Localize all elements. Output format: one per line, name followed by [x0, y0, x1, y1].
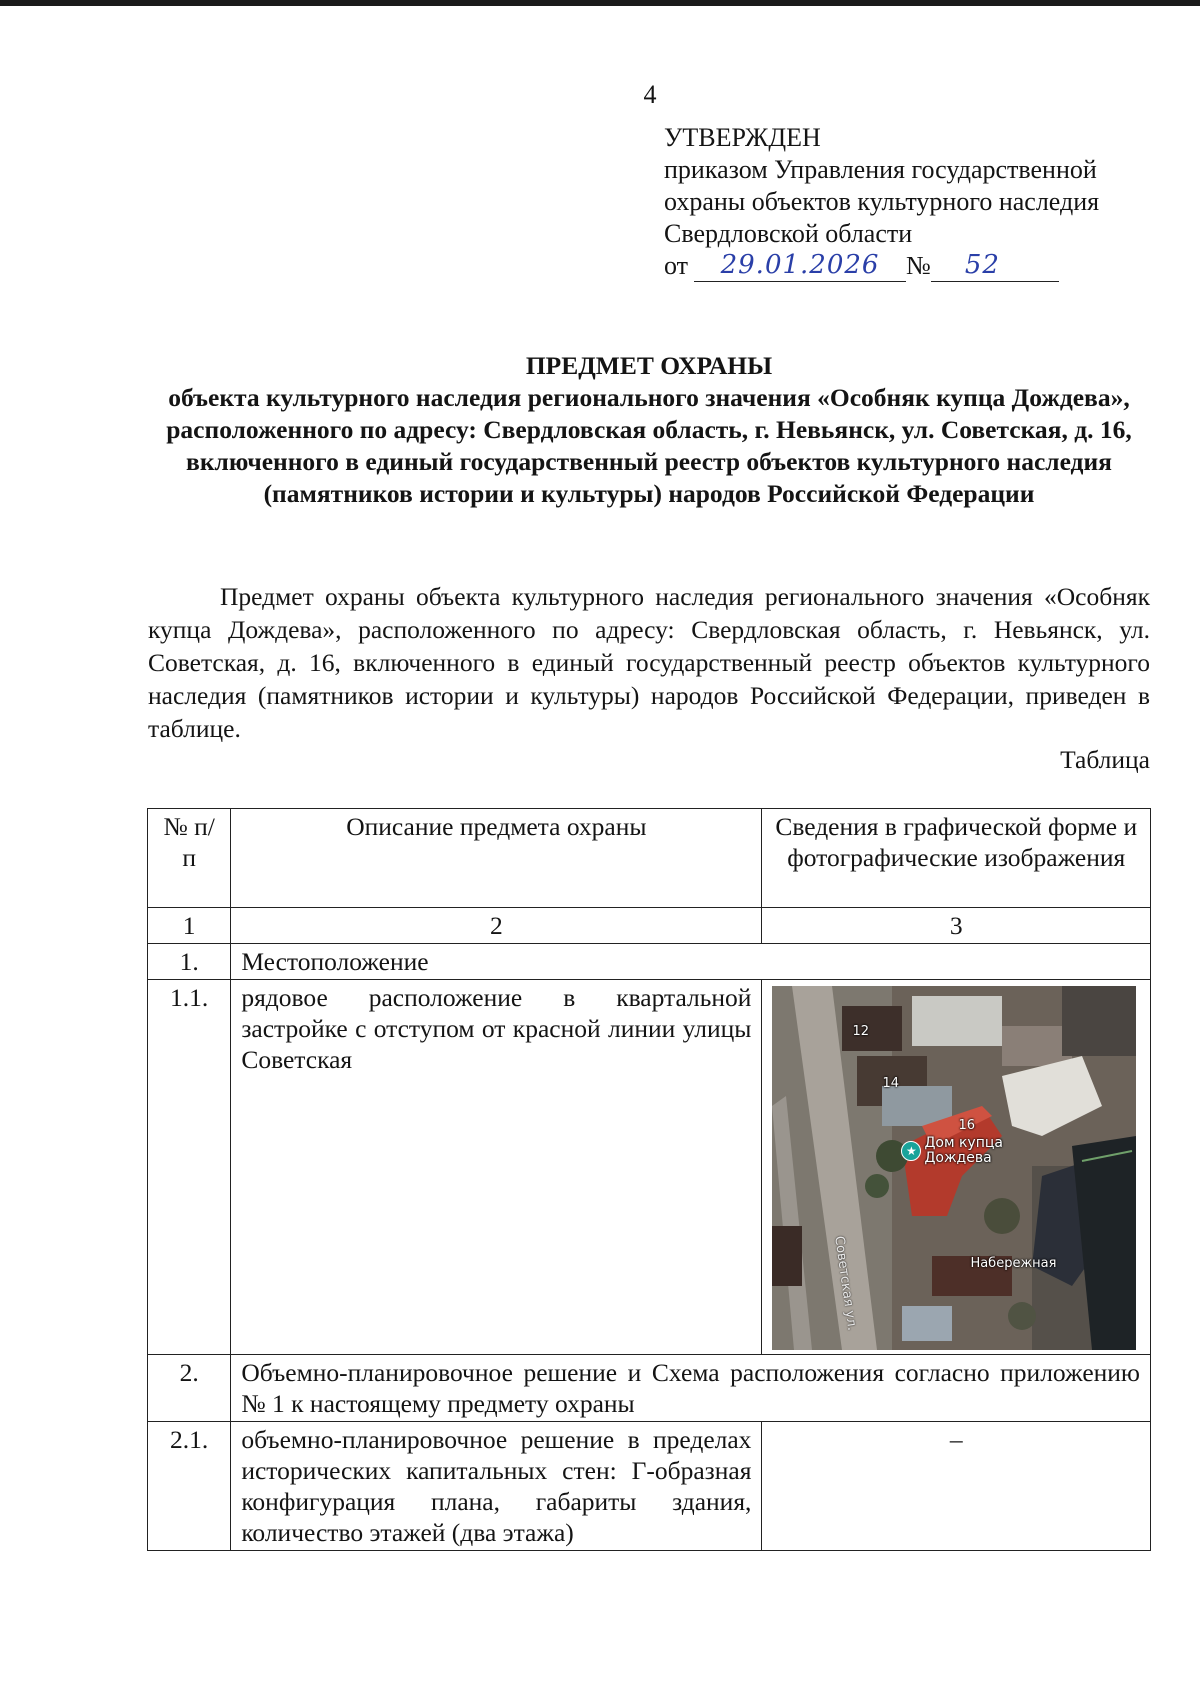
intro-paragraph: Предмет охраны объекта культурного наследия регионального значения «Особняк купца Дождева», расположенного по адресу: Свердловская область, г. Невьянск, ул. Советская, д. 16, включенного в единый государственный реестр объектов культурного наследия (памятников истории и культуры) народов Российской Федерации, приведен в таблице. [148, 582, 1150, 743]
column-number-2: 2 [231, 908, 762, 944]
handwritten-date: 29.01.2026 [720, 250, 880, 280]
star-icon: ★ [901, 1141, 921, 1161]
map-label-house-14: 14 [882, 1076, 899, 1091]
approval-line-3: Свердловской области [664, 219, 913, 248]
approval-line-1: приказом Управления государственной [664, 155, 1097, 184]
protection-table [147, 808, 1151, 1551]
date-prefix: от [664, 251, 689, 280]
header-description: Описание предмета охраны [231, 809, 762, 908]
row-number: 1. [148, 944, 231, 980]
map-poi-line-2: Дождева [924, 1150, 992, 1166]
number-sign: № [906, 251, 931, 280]
approval-date-line [664, 250, 1099, 282]
row-description: рядовое расположение в квартальной застройке с отступом от красной линии улицы Советская [231, 980, 762, 1355]
handwritten-number: 52 [964, 250, 1000, 280]
map-label-area: Набережная [970, 1256, 1057, 1271]
table-header-row [148, 809, 1151, 908]
title-main: ПРЕДМЕТ ОХРАНЫ [525, 351, 773, 380]
column-numbers-row [148, 908, 1151, 944]
row-number: 1.1. [148, 980, 231, 1355]
header-number: № п/п [148, 809, 231, 908]
table-label: Таблица [1060, 745, 1150, 774]
number-field [931, 251, 1059, 282]
map-label-house-12: 12 [852, 1024, 869, 1039]
map-label-house-16: 16 [958, 1118, 975, 1133]
row-section: Объемно-планировочное решение и Схема расположения согласно приложению № 1 к настоящему предмету охраны [231, 1355, 1151, 1422]
header-graphic: Сведения в графической форме и фотографические изображения [762, 809, 1151, 908]
approval-block [664, 122, 1099, 282]
page-top-edge [0, 0, 1200, 6]
map-label-street: Советская ул. [831, 1235, 860, 1332]
page-number: 4 [643, 80, 657, 109]
title-subtitle: объекта культурного наследия регионального значения «Особняк купца Дождева», расположенного по адресу: Свердловская область, г. Невьянск, ул. Советская, д. 16, включенного в единый государственный реестр объектов культурного наследия (памятников истории и культуры) народов Российской Федерации [166, 383, 1132, 508]
column-number-1: 1 [148, 908, 231, 944]
satellite-map-drawing [772, 986, 1136, 1350]
table-row [148, 1422, 1151, 1551]
approval-line-2: охраны объектов культурного наследия [664, 187, 1100, 216]
row-section: Местоположение [231, 944, 1151, 980]
date-field [694, 251, 906, 282]
row-number: 2.1. [148, 1422, 231, 1551]
row-description: объемно-планировочное решение в пределах исторических капитальных стен: Г-образная конфигурация плана, габариты здания, количество этажей (два этажа) [231, 1422, 762, 1551]
table-row [148, 980, 1151, 1355]
row-graphic [762, 980, 1151, 1355]
map-poi-line-1: Дом купца [924, 1135, 1003, 1151]
table-row [148, 944, 1151, 980]
approval-heading: УТВЕРЖДЕН [664, 123, 821, 152]
row-graphic-empty: – [762, 1422, 1151, 1551]
row-number: 2. [148, 1355, 231, 1422]
table-row [148, 1355, 1151, 1422]
document-title [148, 350, 1150, 510]
satellite-map-image [772, 986, 1136, 1350]
column-number-3: 3 [762, 908, 1151, 944]
